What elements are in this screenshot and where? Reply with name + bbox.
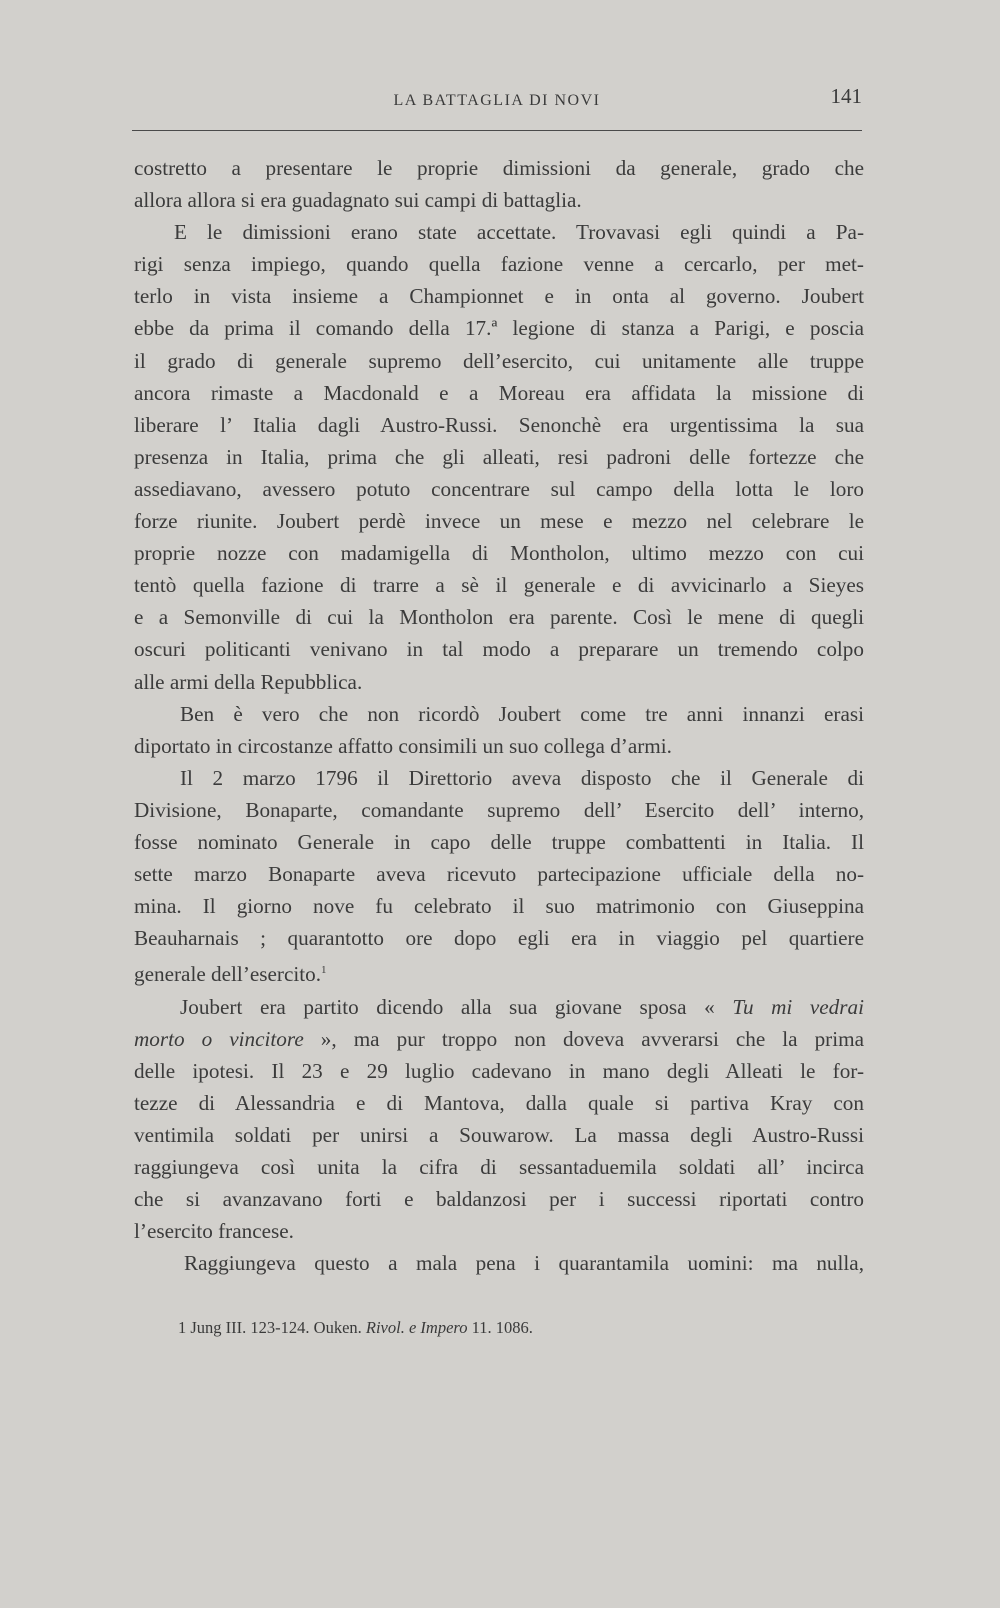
footnote-text: Jung III. 123-124. Ouken. bbox=[186, 1318, 366, 1337]
text-fragment: Joubert era partito dicendo alla sua giovane sposa « bbox=[180, 994, 733, 1019]
text-line: Il 2 marzo 1796 il Direttorio aveva disposto che il Generale di bbox=[180, 765, 864, 790]
text-line: raggiungeva così unita la cifra di sessantaduemila soldati all’ incirca bbox=[134, 1154, 864, 1179]
text-line: rigi senza impiego, quando quella fazione venne a cercarlo, per met- bbox=[134, 252, 864, 277]
text-line: Raggiungeva questo a mala pena i quarantamila uomini: ma nulla, bbox=[184, 1251, 864, 1276]
footnote-text: 11. 1086. bbox=[467, 1318, 533, 1337]
footnote-italic-title: e Impero bbox=[408, 1318, 468, 1337]
text-line: alle armi della Repubblica. bbox=[134, 669, 363, 694]
text-line: proprie nozze con madamigella di Montholon, ultimo mezzo con cui bbox=[134, 541, 864, 566]
text-line: Ben è vero che non ricordò Joubert come tre anni innanzi erasi bbox=[180, 701, 864, 726]
text-line: terlo in vista insieme a Championnet e in onta al governo. Joubert bbox=[134, 284, 864, 309]
text-line: fosse nominato Generale in capo delle truppe combattenti in Italia. Il bbox=[134, 829, 864, 854]
paragraph-5 bbox=[134, 991, 864, 1248]
italic-quote: Tu mi vedrai bbox=[732, 994, 864, 1019]
text-line: diportato in circostanze affatto consimili un suo collega d’armi. bbox=[134, 733, 672, 758]
page-number: 141 bbox=[830, 84, 862, 108]
text-line: E le dimissioni erano state accettate. Trovavasi egli quindi a Pa- bbox=[174, 220, 864, 245]
text-line: ventimila soldati per unirsi a Souwarow. La massa degli Austro-Russi bbox=[134, 1122, 864, 1147]
italic-quote: morto o vincitore bbox=[134, 1026, 304, 1051]
paragraph-1 bbox=[134, 152, 864, 216]
text-line: forze riunite. Joubert perdè invece un mese e mezzo nel celebrare le bbox=[134, 509, 864, 534]
text-fragment: », ma pur troppo non doveva avverarsi che la prima bbox=[303, 1026, 865, 1051]
text-line: l’esercito francese. bbox=[134, 1219, 294, 1244]
text-line: tezze di Alessandria e di Mantova, dalla quale si partiva Kray con bbox=[134, 1090, 864, 1115]
footnote-italic-title: Rivol. bbox=[365, 1318, 405, 1337]
text-line: che si avanzavano forti e baldanzosi per i successi riportati contro bbox=[134, 1187, 864, 1212]
text-line: Divisione, Bonaparte, comandante supremo dell’ Esercito dell’ interno, bbox=[134, 797, 864, 822]
text-line: il grado di generale supremo dell’esercito, cui unitamente alle truppe bbox=[134, 348, 864, 373]
text-line: oscuri politicanti venivano in tal modo a preparare un tremendo colpo bbox=[134, 637, 864, 662]
text-line: costretto a presentare le proprie dimissioni da generale, grado che bbox=[134, 156, 864, 180]
paragraph-4 bbox=[134, 762, 864, 991]
text-line: allora allora si era guadagnato sui campi di battaglia. bbox=[134, 188, 582, 213]
paragraph-2 bbox=[134, 216, 864, 697]
body-text bbox=[134, 152, 864, 1279]
paragraph-3 bbox=[134, 698, 864, 762]
text-fragment: generale dell’esercito. bbox=[134, 962, 322, 987]
text-line: delle ipotesi. Il 23 e 29 luglio cadevano in mano degli Alleati le for- bbox=[134, 1058, 864, 1083]
footnote-reference: 1 bbox=[321, 964, 327, 977]
footnote bbox=[178, 1318, 533, 1338]
footnote-number: 1 bbox=[178, 1318, 187, 1337]
page-header bbox=[132, 78, 862, 131]
text-line: e a Semonville di cui la Montholon era parente. Così le mene di quegli bbox=[134, 605, 864, 630]
text-line: tentò quella fazione di trarre a sè il generale e di avvicinarlo a Sieyes bbox=[134, 573, 864, 598]
text-line: ancora rimaste a Macdonald e a Moreau era affidata la missione di bbox=[134, 380, 864, 405]
text-line: liberare l’ Italia dagli Austro-Russi. Senonchè era urgentissima la sua bbox=[134, 412, 864, 437]
paragraph-6 bbox=[134, 1247, 864, 1279]
text-line: ebbe da prima il comando della 17.ª legione di stanza a Parigi, e poscia bbox=[134, 316, 864, 341]
text-line bbox=[134, 991, 864, 1023]
text-line: Beauharnais ; quarantotto ore dopo egli era in viaggio pel quartiere bbox=[134, 926, 864, 951]
text-line bbox=[134, 954, 864, 990]
text-line bbox=[134, 1023, 864, 1055]
text-line: mina. Il giorno nove fu celebrato il suo matrimonio con Giuseppina bbox=[134, 894, 864, 919]
text-line: assediavano, avessero potuto concentrare sul campo della lotta le loro bbox=[134, 476, 864, 501]
running-title: LA BATTAGLIA DI NOVI bbox=[393, 92, 601, 109]
text-line: presenza in Italia, prima che gli alleati, resi padroni delle fortezze che bbox=[134, 444, 864, 469]
text-line: sette marzo Bonaparte aveva ricevuto partecipazione ufficiale della no- bbox=[134, 862, 864, 887]
